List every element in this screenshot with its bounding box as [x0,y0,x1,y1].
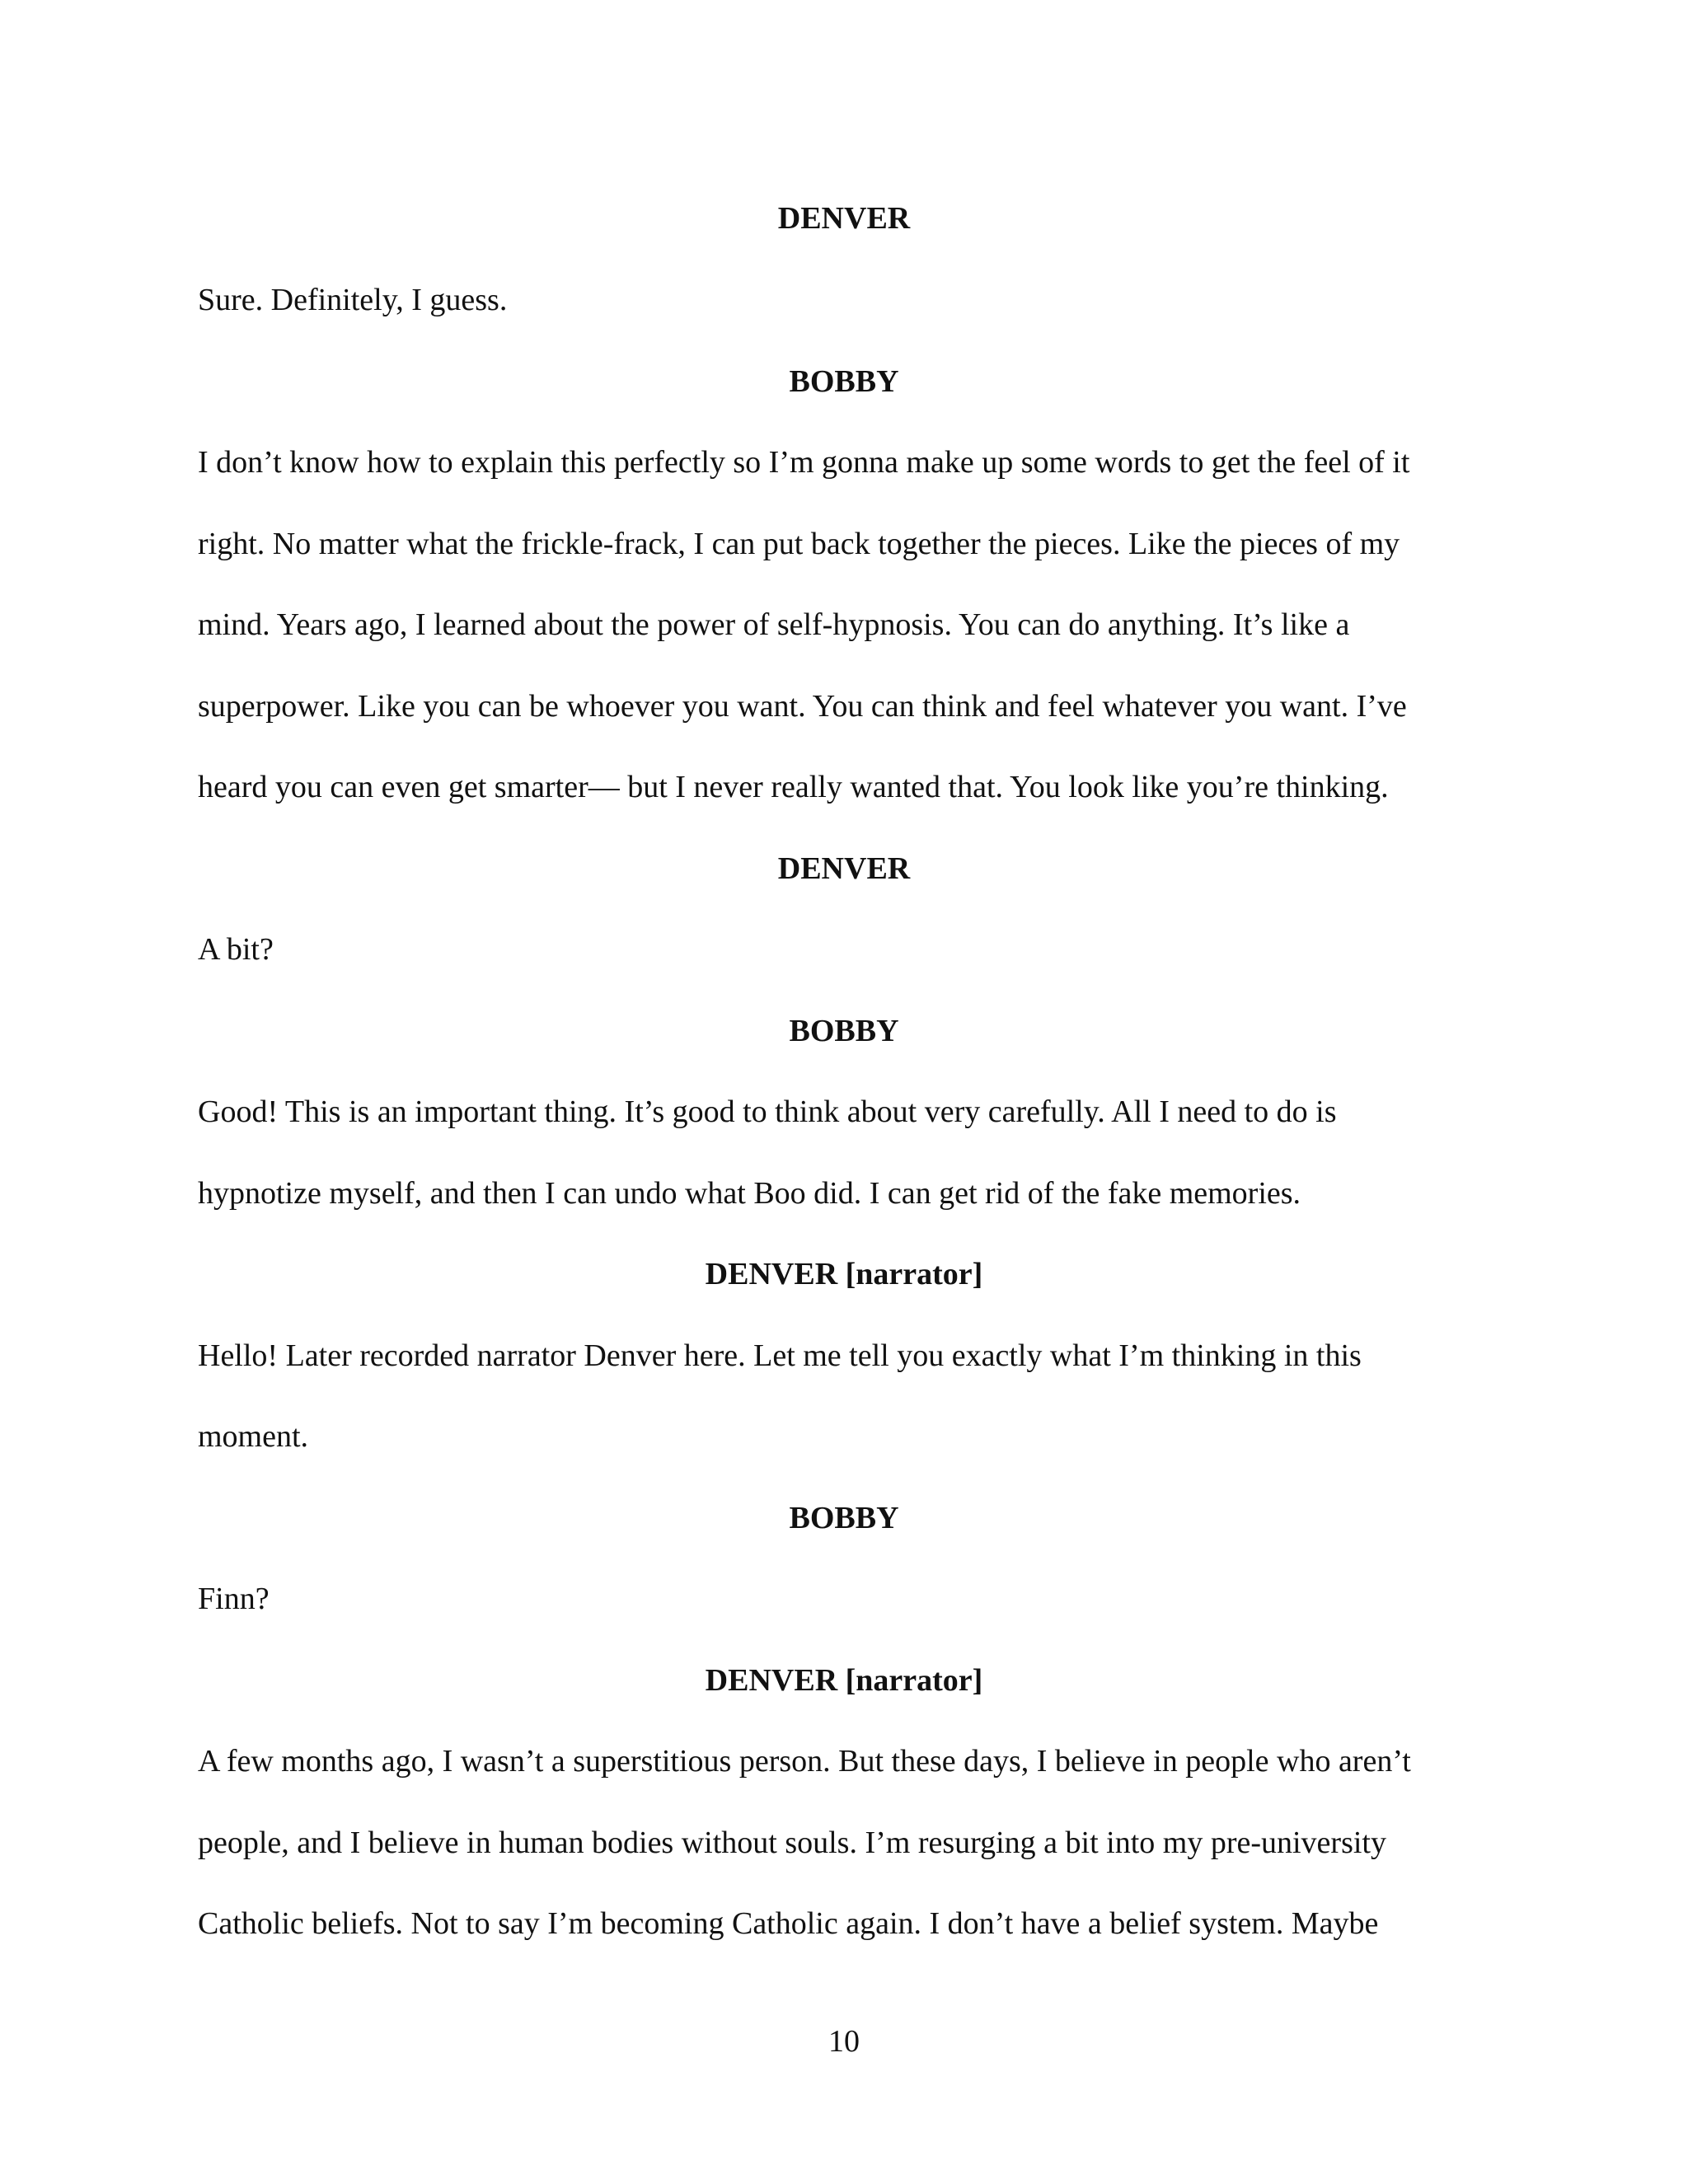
dialogue-line: I don’t know how to explain this perfectly so I’m gonna make up some words to get the feel of it [198,445,1410,480]
dialogue-line: A bit? [198,932,274,967]
speaker-heading: BOBBY [789,364,899,399]
dialogue-line: Sure. Definitely, I guess. [198,283,508,317]
dialogue-line: people, and I believe in human bodies without souls. I’m resurging a bit into my pre-university [198,1825,1386,1860]
page-number: 10 [828,2024,860,2059]
dialogue-line: Finn? [198,1582,270,1616]
dialogue-line: Hello! Later recorded narrator Denver here. Let me tell you exactly what I’m thinking in this [198,1338,1362,1373]
speaker-heading: DENVER [777,851,911,886]
dialogue-line: heard you can even get smarter— but I never really wanted that. You look like you’re thinking. [198,770,1389,804]
dialogue-line: Catholic beliefs. Not to say I’m becoming Catholic again. I don’t have a belief system. Maybe [198,1906,1379,1941]
dialogue-line: superpower. Like you can be whoever you want. You can think and feel whatever you want. I’ve [198,689,1407,724]
speaker-heading: BOBBY [789,1501,899,1535]
dialogue-line: hypnotize myself, and then I can undo what Boo did. I can get rid of the fake memories. [198,1176,1301,1211]
dialogue-line: A few months ago, I wasn’t a superstitious person. But these days, I believe in people who aren’t [198,1744,1411,1779]
dialogue-line: moment. [198,1419,309,1454]
speaker-heading: DENVER [777,201,911,236]
dialogue-line: right. No matter what the frickle-frack, I can put back together the pieces. Like the pieces of my [198,527,1400,561]
speaker-heading: DENVER [narrator] [705,1663,983,1698]
dialogue-line: Good! This is an important thing. It’s good to think about very carefully. All I need to do is [198,1094,1337,1129]
dialogue-line: mind. Years ago, I learned about the power of self-hypnosis. You can do anything. It’s like a [198,607,1350,642]
speaker-heading: DENVER [narrator] [705,1257,983,1291]
speaker-heading: BOBBY [789,1014,899,1048]
